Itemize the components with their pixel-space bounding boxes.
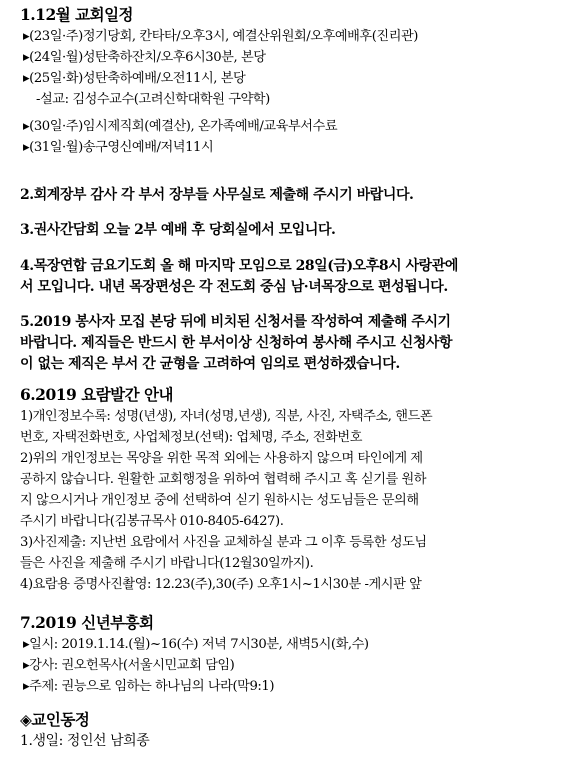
section-volunteers: [20, 312, 565, 375]
birthday-line: 1.생일: 정인선 남희종: [20, 733, 150, 749]
revival-item: ▸주제: 권능으로 임하는 하나님의 나라(막9:1): [23, 679, 275, 694]
notice-line: 바랍니다. 제직들은 반드시 한 부서이상 신청하여 봉사해 주시고 신청사항: [20, 335, 453, 351]
section-revival: [20, 612, 565, 697]
section-prayer-meeting: [20, 256, 565, 298]
schedule-item: ▸(23일·주)정기당회, 칸타타/오후3시, 예결산위원회/오후예배후(진리관): [23, 29, 418, 44]
directory-line: 지 않으시거나 개인정보 중에 선택하여 싣기 원하시는 성도님들은 문의해: [20, 493, 419, 508]
directory-line: 들은 사진을 제출해 주시기 바랍니다(12월30일까지).: [20, 556, 314, 571]
section-title: 6.2019 요람발간 안내: [20, 385, 173, 404]
revival-item: ▸강사: 권오헌목사(서울시민교회 담임): [23, 658, 235, 673]
directory-line: 3)사진제출: 지난번 요람에서 사진을 교체하실 분과 그 이후 등록한 성도님: [20, 535, 427, 550]
directory-line: 공하지 않습니다. 원활한 교회행정을 위하여 협력해 주시고 혹 싣기를 원하: [20, 472, 427, 487]
notice-text: 2.회계장부 감사 각 부서 장부들 사무실로 제출해 주시기 바랍니다.: [20, 187, 414, 203]
directory-line: 번호, 자택전화번호, 사업체정보(선택): 업체명, 주소, 전화번호: [20, 430, 362, 445]
schedule-item: ▸(24일·월)성탄축하잔치/오후6시30분, 본당: [23, 50, 266, 65]
section-members-news: [20, 709, 565, 752]
schedule-item: ▸(31일·월)송구영신예배/저녁11시: [23, 140, 214, 155]
directory-line: 4)요람용 증명사진촬영: 12.23(주),30(주) 오후1시~1시30분 -게시판 앞: [20, 577, 422, 592]
directory-line: 1)개인정보수록: 성명(년생), 자녀(성명,년생), 직분, 사진, 자택주소, 핸드폰: [20, 409, 433, 424]
section-deaconess-meeting: [20, 220, 565, 241]
notice-line: 5.2019 봉사자 모집 본당 뒤에 비치된 신청서를 작성하여 제출해 주시기: [20, 314, 451, 330]
section-church-schedule: [20, 4, 565, 158]
notice-line: 4.목장연합 금요기도회 올 해 마지막 모임으로 28일(금)오후8시 사랑관에: [20, 258, 458, 274]
revival-item: ▸일시: 2019.1.14.(월)~16(수) 저녁 7시30분, 새벽5시(화,수): [23, 637, 369, 652]
notice-line: 서 모입니다. 내년 목장편성은 각 전도회 중심 남·녀목장으로 편성됩니다.: [20, 279, 448, 295]
section-directory: [20, 384, 565, 595]
section-title: 7.2019 신년부흥회: [20, 613, 154, 632]
section-title: ◈교인동정: [20, 710, 90, 729]
notice-text: 3.권사간담회 오늘 2부 예배 후 당회실에서 모입니다.: [20, 222, 336, 238]
section-title: 1.12월 교회일정: [20, 5, 134, 24]
directory-line: 2)위의 개인정보는 목양을 위한 목적 외에는 사용하지 않으며 타인에게 제: [20, 451, 423, 466]
section-audit: [20, 185, 565, 206]
schedule-sub-item: -설교: 김성수교수(고려신학대학원 구약학): [36, 92, 270, 107]
schedule-item: ▸(30일·주)임시제직회(예결산), 온가족예배/교육부서수료: [23, 119, 338, 134]
schedule-item: ▸(25일·화)성탄축하예배/오전11시, 본당: [23, 71, 246, 86]
directory-line: 주시기 바랍니다(김봉규목사 010-8405-6427).: [20, 514, 284, 529]
notice-line: 이 없는 제직은 부서 간 균형을 고려하여 임의로 편성하겠습니다.: [20, 356, 400, 372]
